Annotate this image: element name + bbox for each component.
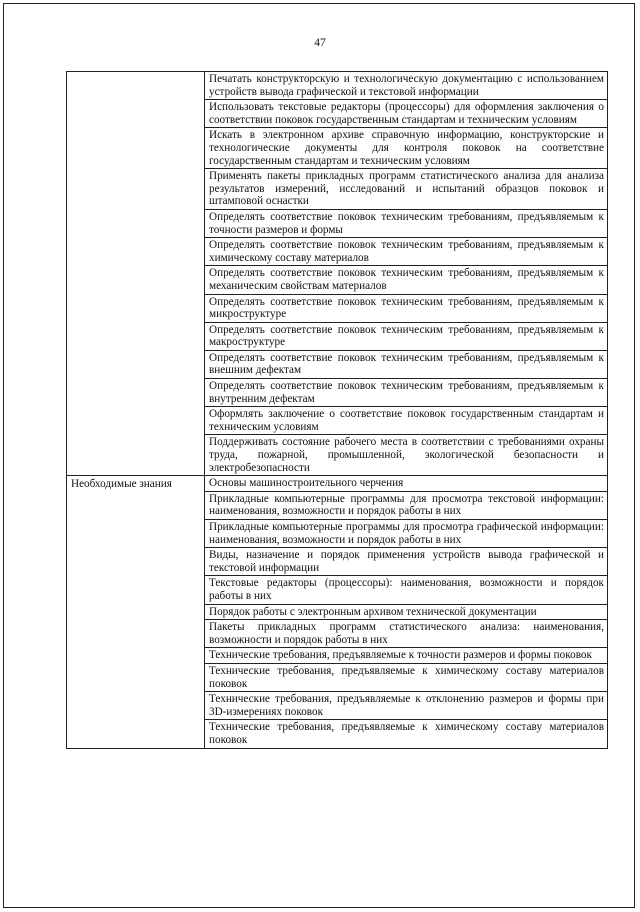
requirement-cell: Оформлять заключение о соответствие поковок государственным стандартам и техническим условиям — [205, 407, 608, 435]
requirement-cell: Виды, назначение и порядок применения устройств вывода графической и текстовой информации — [205, 548, 608, 576]
requirement-cell: Применять пакеты прикладных программ статистического анализа для анализа результатов измерений, исследований и испытаний образцов поковок и штамповой оснастки — [205, 169, 608, 210]
requirement-cell: Определять соответствие поковок техническим требованиям, предъявляемым к механическим свойствам материалов — [205, 266, 608, 294]
requirement-cell: Технические требования, предъявляемые к химическому составу материалов поковок — [205, 663, 608, 691]
requirement-cell: Пакеты прикладных программ статистического анализа: наименования, возможности и порядок работы в них — [205, 620, 608, 648]
requirement-cell: Технические требования, предъявляемые к химическому составу материалов поковок — [205, 720, 608, 748]
page-number: 47 — [314, 37, 326, 49]
requirement-cell: Порядок работы с электронным архивом технической документации — [205, 604, 608, 620]
requirement-cell: Прикладные компьютерные программы для просмотра текстовой информации: наименования, возможности и порядок работы в них — [205, 491, 608, 519]
table-row — [67, 476, 608, 492]
requirement-cell: Использовать текстовые редакторы (процессоры) для оформления заключения о соответствии поковок государственным стандартам и техническим условиям — [205, 100, 608, 128]
requirement-cell: Основы машиностроительного черчения — [205, 476, 608, 492]
requirement-cell: Определять соответствие поковок техническим требованиям, предъявляемым к внешним дефектам — [205, 350, 608, 378]
requirement-cell: Искать в электронном архиве справочную информацию, конструкторские и технологические документы для контроля поковок на соответствие государственным стандартам и техническим условиям — [205, 128, 608, 169]
requirement-cell: Технические требования, предъявляемые к отклонению размеров и формы при 3D-измерениях поковок — [205, 692, 608, 720]
requirement-cell: Определять соответствие поковок техническим требованиям, предъявляемым к внутренним дефектам — [205, 379, 608, 407]
requirements-table — [66, 71, 608, 749]
requirement-cell: Определять соответствие поковок техническим требованиям, предъявляемым к макроструктуре — [205, 322, 608, 350]
requirement-cell: Технические требования, предъявляемые к точности размеров и формы поковок — [205, 648, 608, 664]
requirement-cell: Определять соответствие поковок техническим требованиям, предъявляемым к химическому составу материалов — [205, 238, 608, 266]
requirement-cell: Определять соответствие поковок техническим требованиям, предъявляемым к точности размеров и формы — [205, 209, 608, 237]
section-label-cell — [67, 72, 205, 476]
requirement-cell: Поддерживать состояние рабочего места в соответствии с требованиями охраны труда, пожарной, промышленной, экологической безопасности и электробезопасности — [205, 435, 608, 476]
requirement-cell: Прикладные компьютерные программы для просмотра графической информации: наименования, возможности и порядок работы в них — [205, 520, 608, 548]
section-label: Необходимые знания — [71, 478, 172, 491]
requirement-cell: Печатать конструкторскую и технологическую документацию с использованием устройств вывода графической и текстовой информации — [205, 72, 608, 100]
requirement-cell: Текстовые редакторы (процессоры): наименования, возможности и порядок работы в них — [205, 576, 608, 604]
section-label-cell — [67, 476, 205, 748]
table-row — [67, 72, 608, 100]
requirement-cell: Определять соответствие поковок техническим требованиям, предъявляемым к микроструктуре — [205, 294, 608, 322]
